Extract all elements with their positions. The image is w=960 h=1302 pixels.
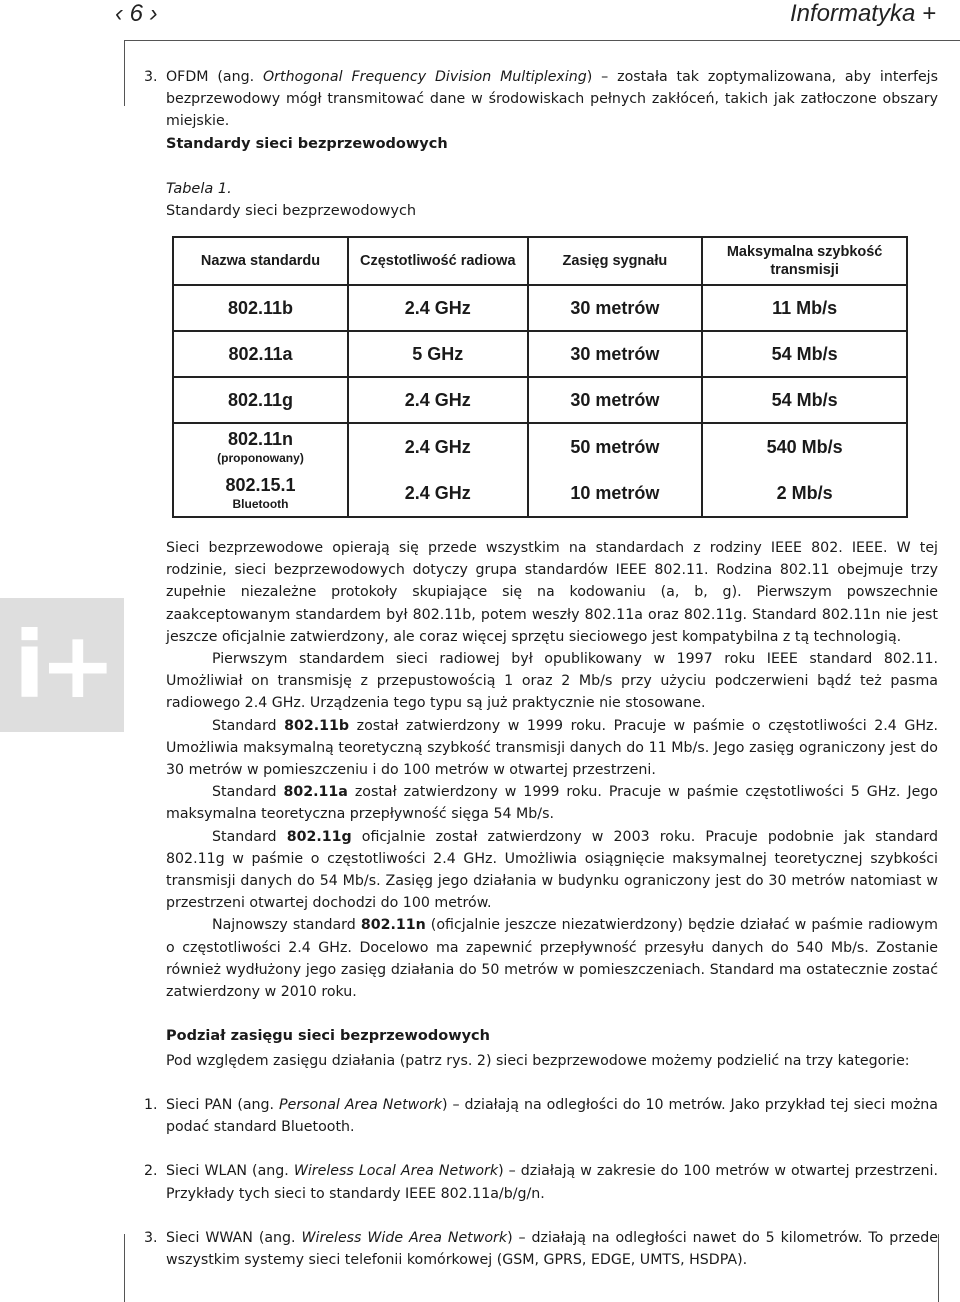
table-header: Zasięg sygnału [528,237,703,285]
cell-freq: 2.4 GHz [348,423,528,470]
cell-freq: 2.4 GHz [348,377,528,423]
text-italic: Wireless Local Area Network [293,1163,499,1180]
cell-name: 802.11g [173,377,348,423]
paragraph: Sieci bezprzewodowe opierają się przede wszystkim na standardach z rodziny IEEE 802. IEEE. W tej rodzinie, sieci bezprzewodowych dotyczy grupa standardów IEEE 802.11. Rodzina 802.11 obejmuje trzy zupełnie niezależne protokoły skupiające się na kodowaniu (a, b, g). Pierwszym powszechnie zaakceptowanym standardem był 802.11b, potem weszły 802.11a oraz 802.11g. Standard 802.11n nie jest jeszcze oficjalnie zatwierdzony, ale coraz więcej sprzętu sieciowego jest kompatybilna z tą technologią. [166,540,938,645]
text-fragment: ) – działają w zakresie do 100 metrów w otwartej przestrzeni. Przykłady tych sieci to standardy IEEE 802.11a/b/g/n. [166,1163,939,1202]
list-item [144,1227,938,1271]
text-fragment: OFDM (ang. [166,69,264,85]
cell-name: 802.11a [173,331,348,377]
cell-freq: 2.4 GHz [348,285,528,331]
text-fragment: ) – działają na odległości do 10 metrów. Jako przykład tej sieci można podać standard Bluetooth. [166,1097,938,1136]
cell-range: 30 metrów [528,285,703,331]
table-header: Maksymalna szybkość transmisji [702,237,907,285]
page-number: ‹ 6 › [115,0,158,27]
list-number: 2. [144,1163,158,1180]
cell-name: 802.11b [173,285,348,331]
cell-range: 30 metrów [528,331,703,377]
table-row [173,470,907,517]
body-text [166,537,938,1003]
text-fragment: Sieci WWAN (ang. [166,1229,302,1246]
list-text [166,1227,938,1271]
intro-block [144,66,939,133]
cell-speed: 54 Mb/s [702,331,907,377]
list-number: 3. [144,69,158,85]
section-intro: Pod względem zasięgu działania (patrz rys. 2) sieci bezprzewodowe możemy podzielić na trzy kategorie: [166,1053,910,1069]
list-item [144,1094,938,1138]
side-tab [0,598,124,732]
text-italic: Wireless Wide Area Network [301,1229,508,1246]
text-bold: 802.11n [360,917,426,934]
left-rule-top [124,40,125,106]
paragraph [166,715,938,782]
list-text [166,66,938,133]
left-rule-bottom [124,1234,125,1302]
table-row [173,331,907,377]
table-row [173,423,907,470]
category-list [144,1094,939,1271]
list-text [166,1094,938,1138]
text-fragment: Standard [212,717,285,734]
table-row [173,377,907,423]
text-fragment: ) – została tak zoptymalizowana, aby interfejs bezprzewodowy mógł transmitować dane w środowiskach pełnych zakłóceń, takich jak zatłoczone obszary miejskie. [166,69,939,130]
text-fragment: Standard [212,828,287,845]
section-title-ranges: Podział zasięgu sieci bezprzewodowych [166,1028,490,1044]
cell-freq: 2.4 GHz [348,470,528,517]
table-row [173,285,907,331]
table-header: Nazwa standardu [173,237,348,285]
text-fragment: Standard [212,784,284,801]
top-rule [124,40,960,41]
table-caption-title: Standardy sieci bezprzewodowych [166,203,417,219]
text-italic: Personal Area Network [279,1097,442,1113]
table-header-row [173,237,907,285]
standards-table [172,236,908,518]
text-fragment: Sieci PAN (ang. [166,1097,280,1113]
text-fragment: ) – działają na odległości nawet do 5 kilometrów. To przede wszystkim systemy sieci telefonii komórkowej (GSM, GPRS, EDGE, UMTS, HSDPA). [166,1229,938,1269]
side-tab-label: i+ [13,611,111,719]
text-bold: 802.11a [283,784,348,801]
right-rule-bottom [938,1234,939,1302]
text-italic: Orthogonal Frequency Division Multiplexing [263,69,587,85]
text-fragment: Najnowszy standard [212,917,361,934]
list-number: 3. [144,1229,158,1246]
cell-name: 802.15.1 Bluetooth [173,470,348,517]
cell-range: 30 metrów [528,377,703,423]
paragraph [166,914,938,1003]
list-item-ofdm [144,66,939,133]
table-header: Częstotliwość radiowa [348,237,528,285]
cell-range: 50 metrów [528,423,703,470]
table-caption-label: Tabela 1. [166,181,232,197]
section-title-standards: Standardy sieci bezprzewodowych [166,136,448,152]
cell-range: 10 metrów [528,470,703,517]
text-bold: 802.11b [284,717,350,734]
paragraph [166,781,938,825]
list-text [166,1160,938,1204]
text-bold: 802.11g [286,828,352,845]
text-fragment: został zatwierdzony w 1999 roku. Pracuje w paśmie o częstotliwości 2.4 GHz. Umożliwia maksymalną teoretyczną szybkość transmisji danych do 11 Mb/s. Jego zasięg ograniczony jest do 30 metrów w pomieszczeniu i do 100 metrów w otwartej przestrzeni. [166,717,938,779]
cell-speed: 2 Mb/s [702,470,907,517]
cell-freq: 5 GHz [348,331,528,377]
text-fragment: Sieci WLAN (ang. [166,1163,294,1180]
list-item [144,1160,939,1204]
list-number: 1. [144,1097,158,1113]
cell-speed: 540 Mb/s [702,423,907,470]
cell-speed: 11 Mb/s [702,285,907,331]
paragraph: Pierwszym standardem sieci radiowej był opublikowany w 1997 roku IEEE standard 802.11. Umożliwiał on transmisję z przepustowością 1 oraz 2 Mb/s przy użyciu podczerwieni bądź też pasma radiowego 2.4 GHz. Urządzenia tego typu są już praktycznie nie stosowane. [166,651,938,712]
text-fragment: oficjalnie został zatwierdzony w 2003 roku. Pracuje podobnie jak standard 802.11g w paśmie o częstotliwości 2.4 GHz. Umożliwia osiągnięcie maksymalnej teoretycznej szybkości transmisji danych do 54 Mb/s. Zasięg jego działania w budynku ograniczony jest do 30 metrów natomiast w przestrzeni otwartej dochodzi do 100 metrów. [166,828,938,912]
text-fragment: został zatwierdzony w 1999 roku. Pracuje w paśmie częstotliwości 5 GHz. Jego maksymalna teoretyczna przepływność sięga 54 Mb/s. [166,784,938,823]
cell-name: 802.11n (proponowany) [173,423,348,470]
paragraph [166,826,938,915]
cell-speed: 54 Mb/s [702,377,907,423]
journal-title: Informatyka + [789,0,936,27]
text-fragment: (oficjalnie jeszcze niezatwierdzony) będzie działać w paśmie radiowym o częstotliwości 2.4 GHz. Docelowo ma zapewnić przepływność przesyłu danych do 540 Mb/s. Zostanie również wydłużony jego zasięg działania do 50 metrów w pomieszczeniach. Standard ma ostatecznie zostać zatwierdzony w 2010 roku. [166,917,938,1001]
